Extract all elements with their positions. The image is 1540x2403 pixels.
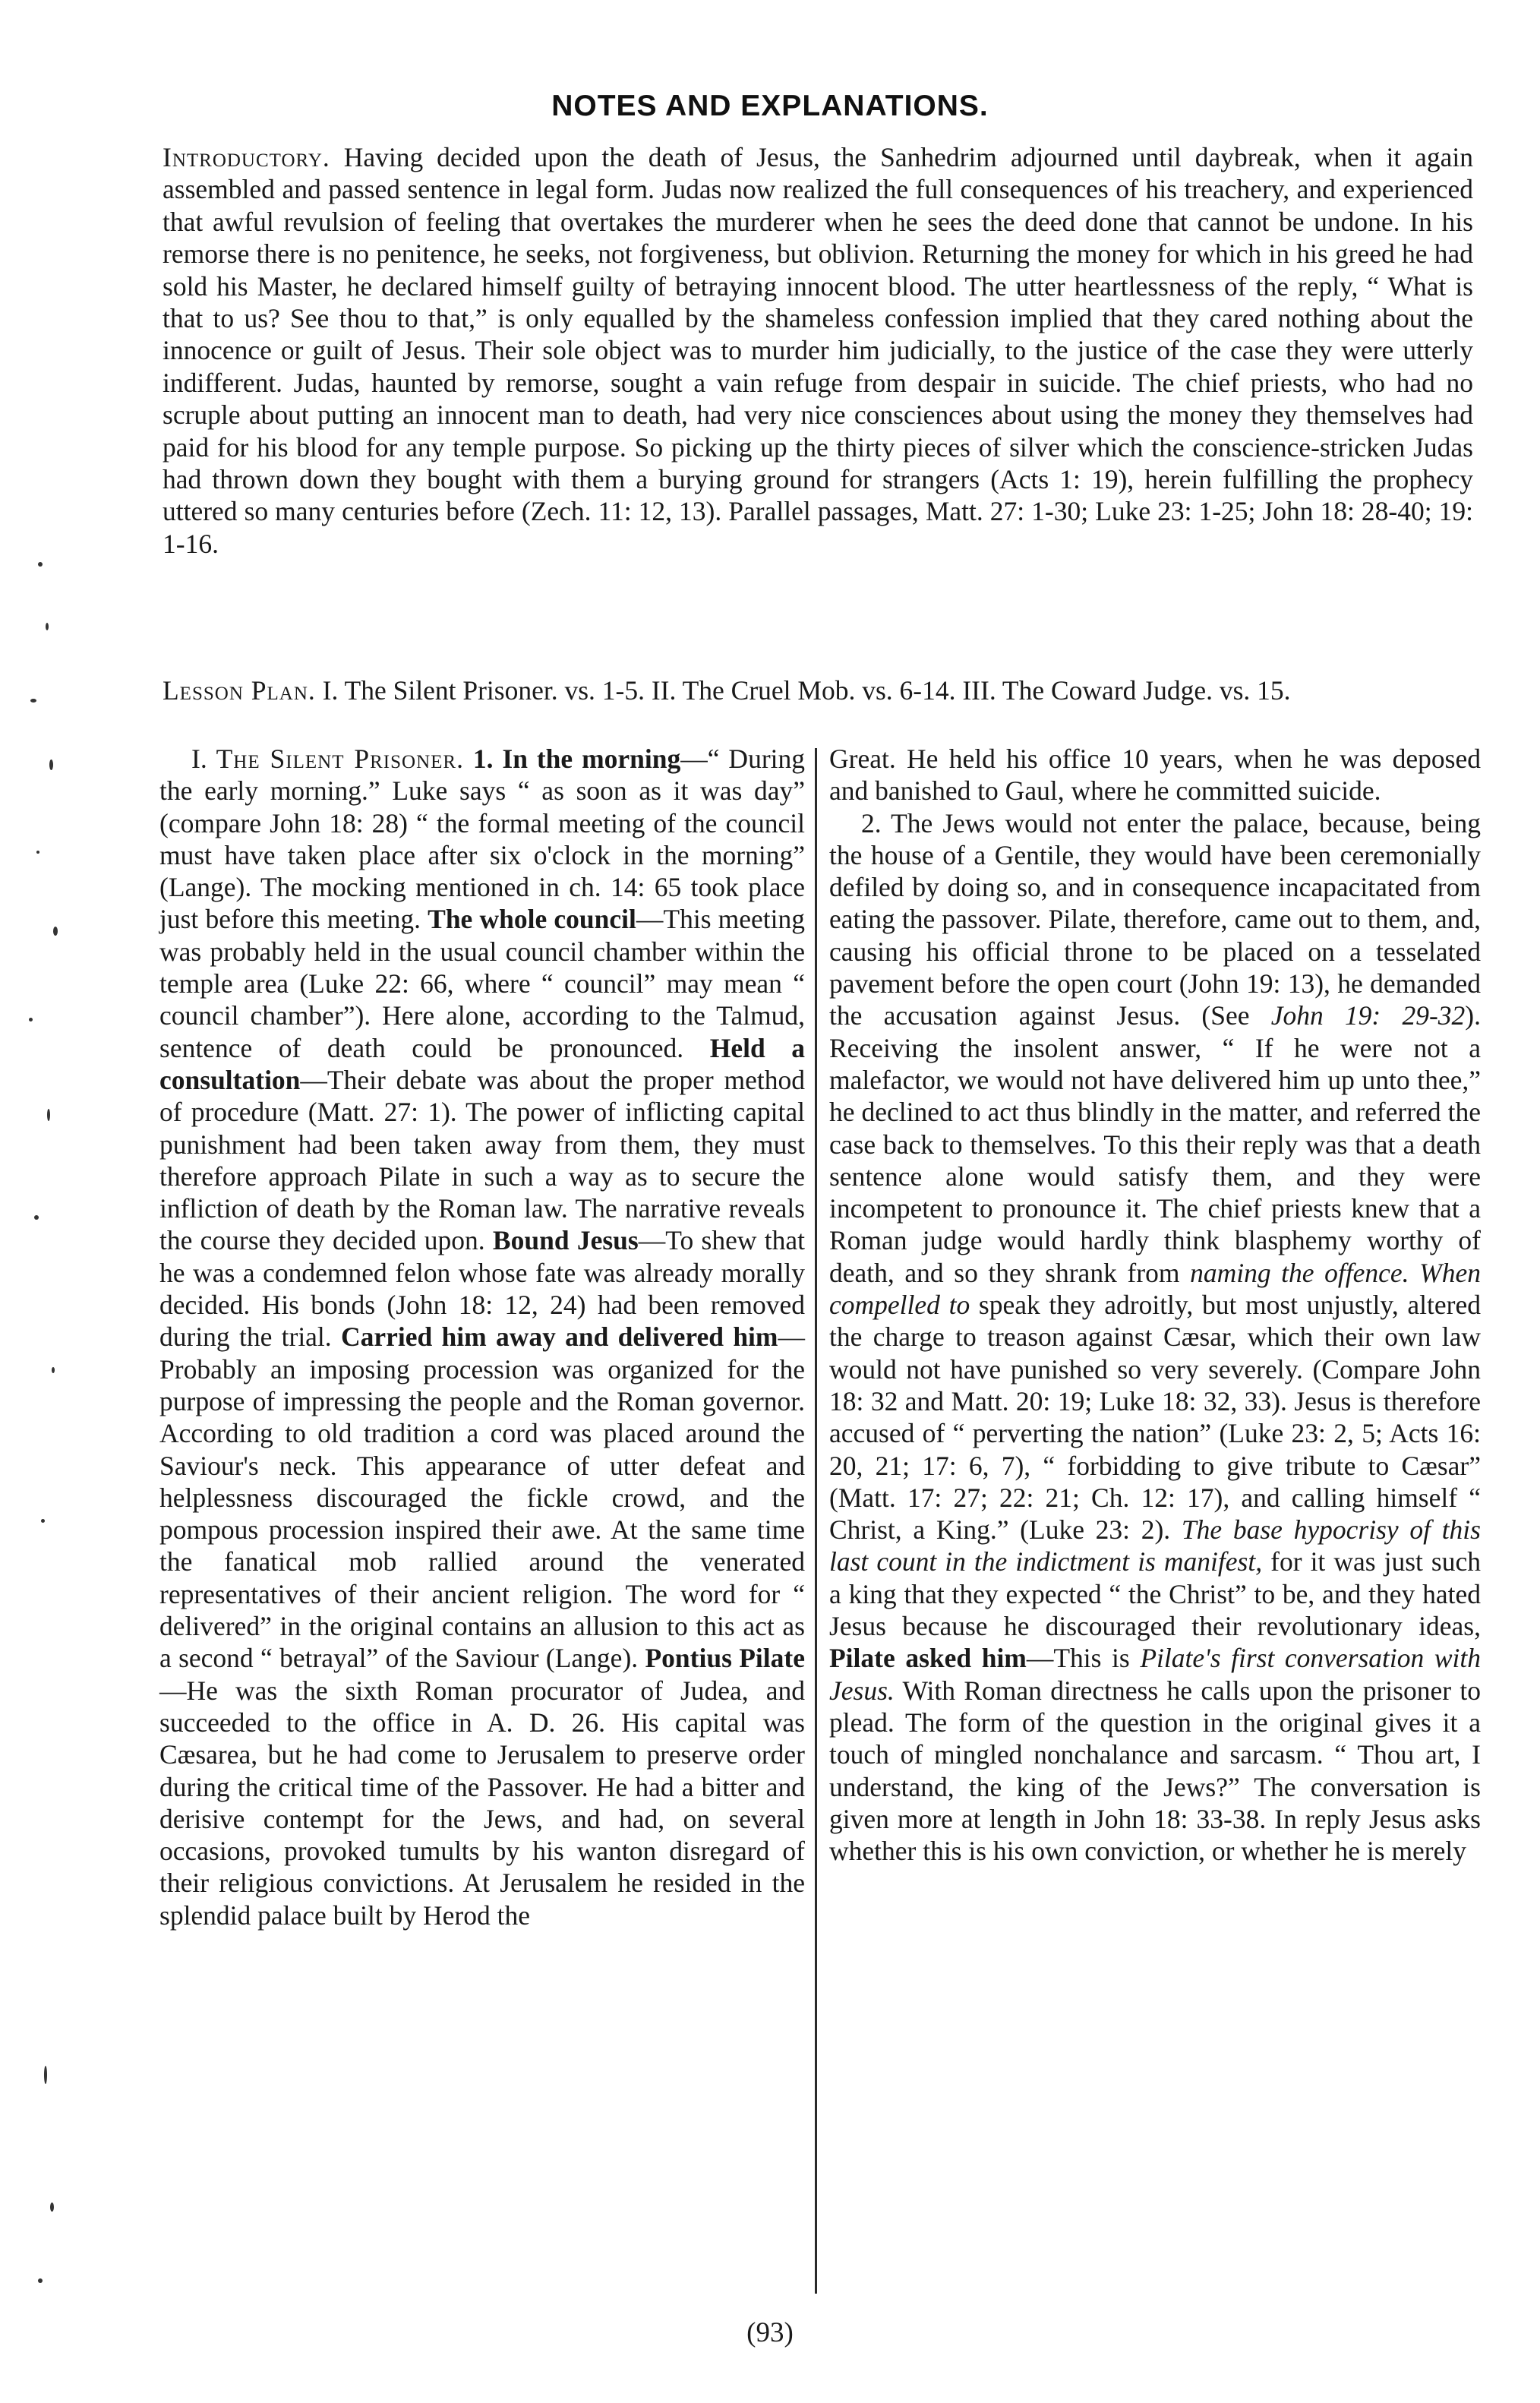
right-column-paragraph <box>829 807 1481 1868</box>
note-text: 2. The Jews would not enter the palace, because, being the house of a Gentile, they would have been ceremonially defiled by doing so, and in consequence incapacitated from eating the passover. Pilate, therefore, came out to them, and, causing his official throne to be placed on a tesselated pavement before the open court (John 19: 13), he demanded the accusation against Jesus. (See <box>829 807 1481 1031</box>
right-column-continuation: Great. He held his office 10 years, when he was deposed and banished to Gaul, where he committed suicide. <box>829 744 1481 807</box>
headword-pilate-asked-him: Pilate asked him <box>829 1643 1027 1674</box>
note-text: ). Receiving the insolent answer, “ If he were not a malefactor, we would not have delivered him up unto thee,” he declined to act thus blindly in the matter, and referred the case back to themselves. To this their reply was that a death sentence alone would satisfy them, and they were incompetent to pronounce it. The chief priests knew that a Roman judge would hardly think blasphemy worthy of death, and so they shrank from <box>829 1000 1481 1288</box>
note-text: —This meeting was probably held in the usual council chamber within the temple area (Luke 22: 66, where “ council” may mean “ council chamber”). Here alone, according to the Talmud, sentence of death could be pronounced. <box>159 904 806 1063</box>
scan-margin-noise <box>8 532 106 2385</box>
note-text: —“ During the early morning.” Luke says “ as soon as it was day” (compare John 18: 28) “ the formal meeting of the council must have taken place after six o'clock in the morning” (Lange). The mocking mentioned in ch. 14: 65 took place just before this meeting. <box>159 744 805 935</box>
left-column-paragraph <box>159 743 805 1931</box>
note-text: —He was the sixth Roman procurator of Judea, and succeeded to the office in A. D. 26. His capital was Cæsarea, but he had come to Jerusalem to preserve order during the critical time of the Passover. He had a bitter and derisive contempt for the Jews, and had, on several occasions, provoked tumults by his wanton disregard of their religious convictions. At Jerusalem he resided in the splendid palace built by Herod the <box>159 1675 805 1931</box>
italic-text: Pilate's first conversation with Jesus. <box>829 1643 1481 1706</box>
note-text: With Roman directness he calls upon the prisoner to plead. The form of the question in the original gives it a touch of mingled nonchalance and sarcasm. “ Thou art, I understand, the king of the Jews?” The conversation is given more at length in John 18: 33-38. In reply Jesus asks whether this is his own conviction, or whether he is merely <box>829 1675 1481 1867</box>
introductory-text: Having decided upon the death of Jesus, the Sanhedrim adjourned until daybreak, when it again assembled and passed sentence in legal form. Judas now realized the full consequences of his treachery, and experienced that awful revulsion of feeling that overtakes the murderer when he sees the deed done that cannot be undone. In his remorse there is no penitence, he seeks, not forgiveness, but oblivion. Returning the money for which in his greed he had sold his Master, he declared himself guilty of betraying innocent blood. The utter heartlessness of the reply, “ What is that to us? See thou to that,” is only equalled by the shameless confession implied that they cared nothing about the innocence or guilt of Jesus. Their sole object was to murder him judicially, to the justice of the case they were utterly indifferent. Judas, haunted by remorse, sought a vain refuge from despair in suicide. The chief priests, who had no scruple about putting an innocent man to death, had very nice consciences about using the money they themselves had paid for his blood for any temple purpose. So picking up the thirty pieces of silver which the conscience-stricken Judas had thrown down they bought with them a burying ground for strangers (Acts 1: 19), herein fulfilling the prophecy uttered so many centuries before (Zech. 11: 12, 13). Parallel passages, Matt. 27: 1-30; Luke 23: 1-25; John 18: 28-40; 19: 1-16. <box>163 142 1473 559</box>
headword-the-whole-council: The whole council <box>428 904 636 935</box>
headword-carried-him-away: Carried him away and delivered him <box>340 1321 778 1353</box>
headword-held-a-consultation: Held a consultation <box>159 1032 805 1095</box>
verse-number: 1. <box>472 744 494 774</box>
italic-text: naming the offence. When compelled to <box>829 1257 1481 1321</box>
left-column <box>159 743 805 1931</box>
italic-reference: John 19: 29-32 <box>1270 1000 1466 1031</box>
headword-in-the-morning: In the morning <box>502 744 681 774</box>
column-divider <box>815 748 817 2294</box>
note-text: —Their debate was about the proper method of procedure (Matt. 27: 1). The power of inflicting capital punishment had been taken away from them, they must therefore approach Pilate in such a way as to secure the infliction of death by the Roman law. The narrative reveals the course they decided upon. <box>159 1064 805 1256</box>
italic-text: The base hypocrisy of this last count in the indictment is manifest, <box>829 1514 1481 1577</box>
lesson-plan-label: Lesson Plan. <box>163 675 316 706</box>
lesson-plan <box>163 674 1473 707</box>
headword-pontius-pilate: Pontius Pilate <box>645 1643 805 1674</box>
section-heading: The Silent Prisoner. <box>216 744 464 774</box>
page-number: (93) <box>746 2317 794 2348</box>
introductory-label: Introductory. <box>163 142 330 172</box>
section-number: I. <box>191 744 207 774</box>
introductory-paragraph <box>163 141 1473 560</box>
note-text: speak they adroitly, but most unjustly, altered the charge to treason against Cæsar, which their own law would not have punished so very severely. (Compare John 18: 32 and Matt. 20: 19; Luke 18: 32, 33). Jesus is therefore accused of “ perverting the nation” (Luke 23: 2, 5; Acts 16: 20, 21; 17: 6, 7), “ forbidding to give tribute to Cæsar” (Matt. 17: 27; 22: 21; Ch. 12: 17), and calling himself “ Christ, a King.” (Luke 23: 2). <box>829 1290 1481 1546</box>
note-text: for it was just such a king that they expected “ the Christ” to be, and they hated Jesus because he discouraged their revolutionary ideas, <box>829 1546 1481 1642</box>
page-title: NOTES AND EXPLANATIONS. <box>551 90 989 122</box>
note-text: —To shew that he was a condemned felon whose fate was already morally decided. His bonds (John 18: 12, 24) had been removed during the trial. <box>159 1225 805 1353</box>
lesson-plan-text: I. The Silent Prisoner. vs. 1-5. II. The Cruel Mob. vs. 6-14. III. The Coward Judge. vs. 15. <box>322 675 1291 706</box>
headword-bound-jesus: Bound Jesus <box>492 1225 639 1256</box>
right-column <box>829 743 1481 1867</box>
note-text: —This is <box>1026 1643 1141 1674</box>
note-text: —Probably an imposing procession was organized for the purpose of impressing the people and the Roman governor. According to old tradition a cord was placed around the Saviour's neck. This appearance of utter defeat and helplessness discouraged the fickle crowd, and the pompous procession inspired their awe. At the same time the fanatical mob rallied around the venerated representatives of their ancient religion. The word for “ delivered” in the original contains an allusion to this act as a second “ betrayal” of the Saviour (Lange). <box>159 1321 805 1674</box>
